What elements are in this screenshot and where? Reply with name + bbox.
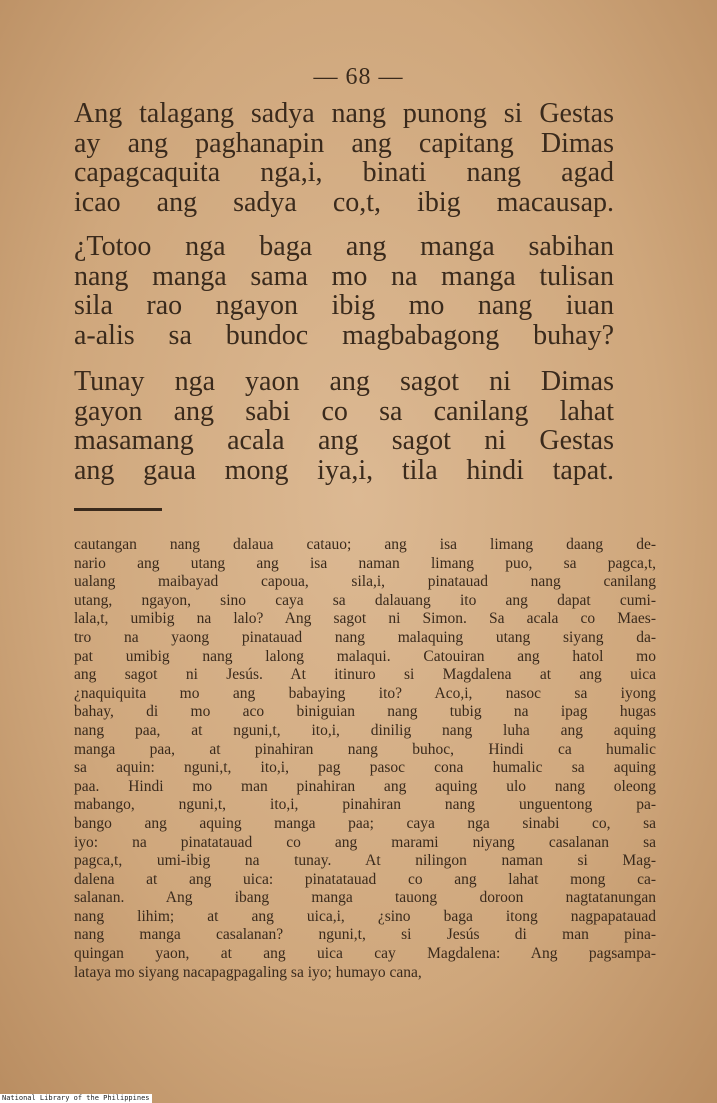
footnote-line: ang sagot ni Jesús. At itinuro si Magdalena at ang uica <box>74 666 656 684</box>
stanza-3 <box>74 367 614 485</box>
footnote-line: nang lihim; at ang uica,i, ¿sino baga itong nagpapatauad <box>74 907 656 925</box>
footnote-line: pat umibig nang lalong malaqui. Catouiran ang hatol mo <box>74 647 656 665</box>
footnote-line: lataya mo siyang nacapagpagaling sa iyo; humayo cana, <box>74 963 422 981</box>
footnote-line: bango ang aquing manga paa; caya nga sinabi co, sa <box>74 814 656 832</box>
verse-line: capagcaquita nga,i, binati nang agad <box>74 157 614 188</box>
footnote-line: pagca,t, umi-ibig na tunay. At nilingon naman si Mag- <box>74 852 656 870</box>
footnote-line: salanan. Ang ibang manga tauong doroon nagtatanungan <box>74 889 656 907</box>
footnote-line: utang, ngayon, sino caya sa dalauang ito ang dapat cumi- <box>74 591 656 609</box>
verse-line: ¿Totoo nga baga ang manga sabihan <box>74 231 614 262</box>
footnote-line: nario ang utang ang isa naman limang puo, sa pagca,t, <box>74 554 656 572</box>
verse-line: masamang acala ang sagot ni Gestas <box>74 425 614 456</box>
verse-line: a-alis sa bundoc magbabagong buhay? <box>74 319 614 351</box>
footnote-line: dalena at ang uica: pinatatauad co ang lahat mong ca- <box>74 870 656 888</box>
verse-line: icao ang sadya co,t, ibig macausap. <box>74 186 614 218</box>
verse-line: sila rao ngayon ibig mo nang iuan <box>74 290 614 321</box>
footnote <box>74 536 656 982</box>
footnote-line: bahay, di mo aco biniguian nang tubig na ipag hugas <box>74 703 656 721</box>
footnote-line: nang manga casalanan? nguni,t, si Jesús di man pina- <box>74 926 656 944</box>
footnote-line: cautangan nang dalaua catauo; ang isa limang daang de- <box>74 536 656 553</box>
verse-line: Ang talagang sadya nang punong si Gestas <box>74 98 614 129</box>
stanza-2 <box>74 232 614 350</box>
footnote-line: nang paa, at nguni,t, ito,i, dinilig nang luha ang aquing <box>74 721 656 739</box>
footnote-line: lala,t, umibig na lalo? Ang sagot ni Simon. Sa acala co Maes- <box>74 610 656 628</box>
footnote-line: manga paa, at pinahiran nang buhoc, Hindi ca humalic <box>74 740 656 758</box>
footnote-line: ualang maibayad capoua, sila,i, pinatauad nang canilang <box>74 573 656 591</box>
stanza-1 <box>74 99 614 217</box>
footnote-line: quingan yaon, at ang uica cay Magdalena: Ang pagsampa- <box>74 945 656 963</box>
footnote-line: sa aquin: nguni,t, ito,i, pag pasoc cona humalic sa aquing <box>74 759 656 777</box>
verse-line: Tunay nga yaon ang sagot ni Dimas <box>74 366 614 397</box>
verse-line: nang manga sama mo na manga tulisan <box>74 260 614 292</box>
footnote-line: mabango, nguni,t, ito,i, pinahiran nang unguentong pa- <box>74 796 656 814</box>
footnote-divider <box>74 508 162 511</box>
footnote-line: ¿naquiquita mo ang babaying ito? Aco,i, nasoc sa iyong <box>74 684 656 702</box>
verse-line: gayon ang sabi co sa canilang lahat <box>74 395 614 427</box>
verse-line: ay ang paghanapin ang capitang Dimas <box>74 127 614 159</box>
page-number: — 68 — <box>313 64 404 90</box>
library-watermark: National Library of the Philippines <box>2 1094 150 1102</box>
footnote-line: iyo: na pinatatauad co ang marami niyang casalanan sa <box>74 833 656 851</box>
footnote-line: tro na yaong pinatauad nang malaquing utang siyang da- <box>74 628 656 646</box>
verse-line: ang gaua mong iya,i, tila hindi tapat. <box>74 454 614 486</box>
footnote-line: paa. Hindi mo man pinahiran ang aquing ulo nang oleong <box>74 777 656 795</box>
